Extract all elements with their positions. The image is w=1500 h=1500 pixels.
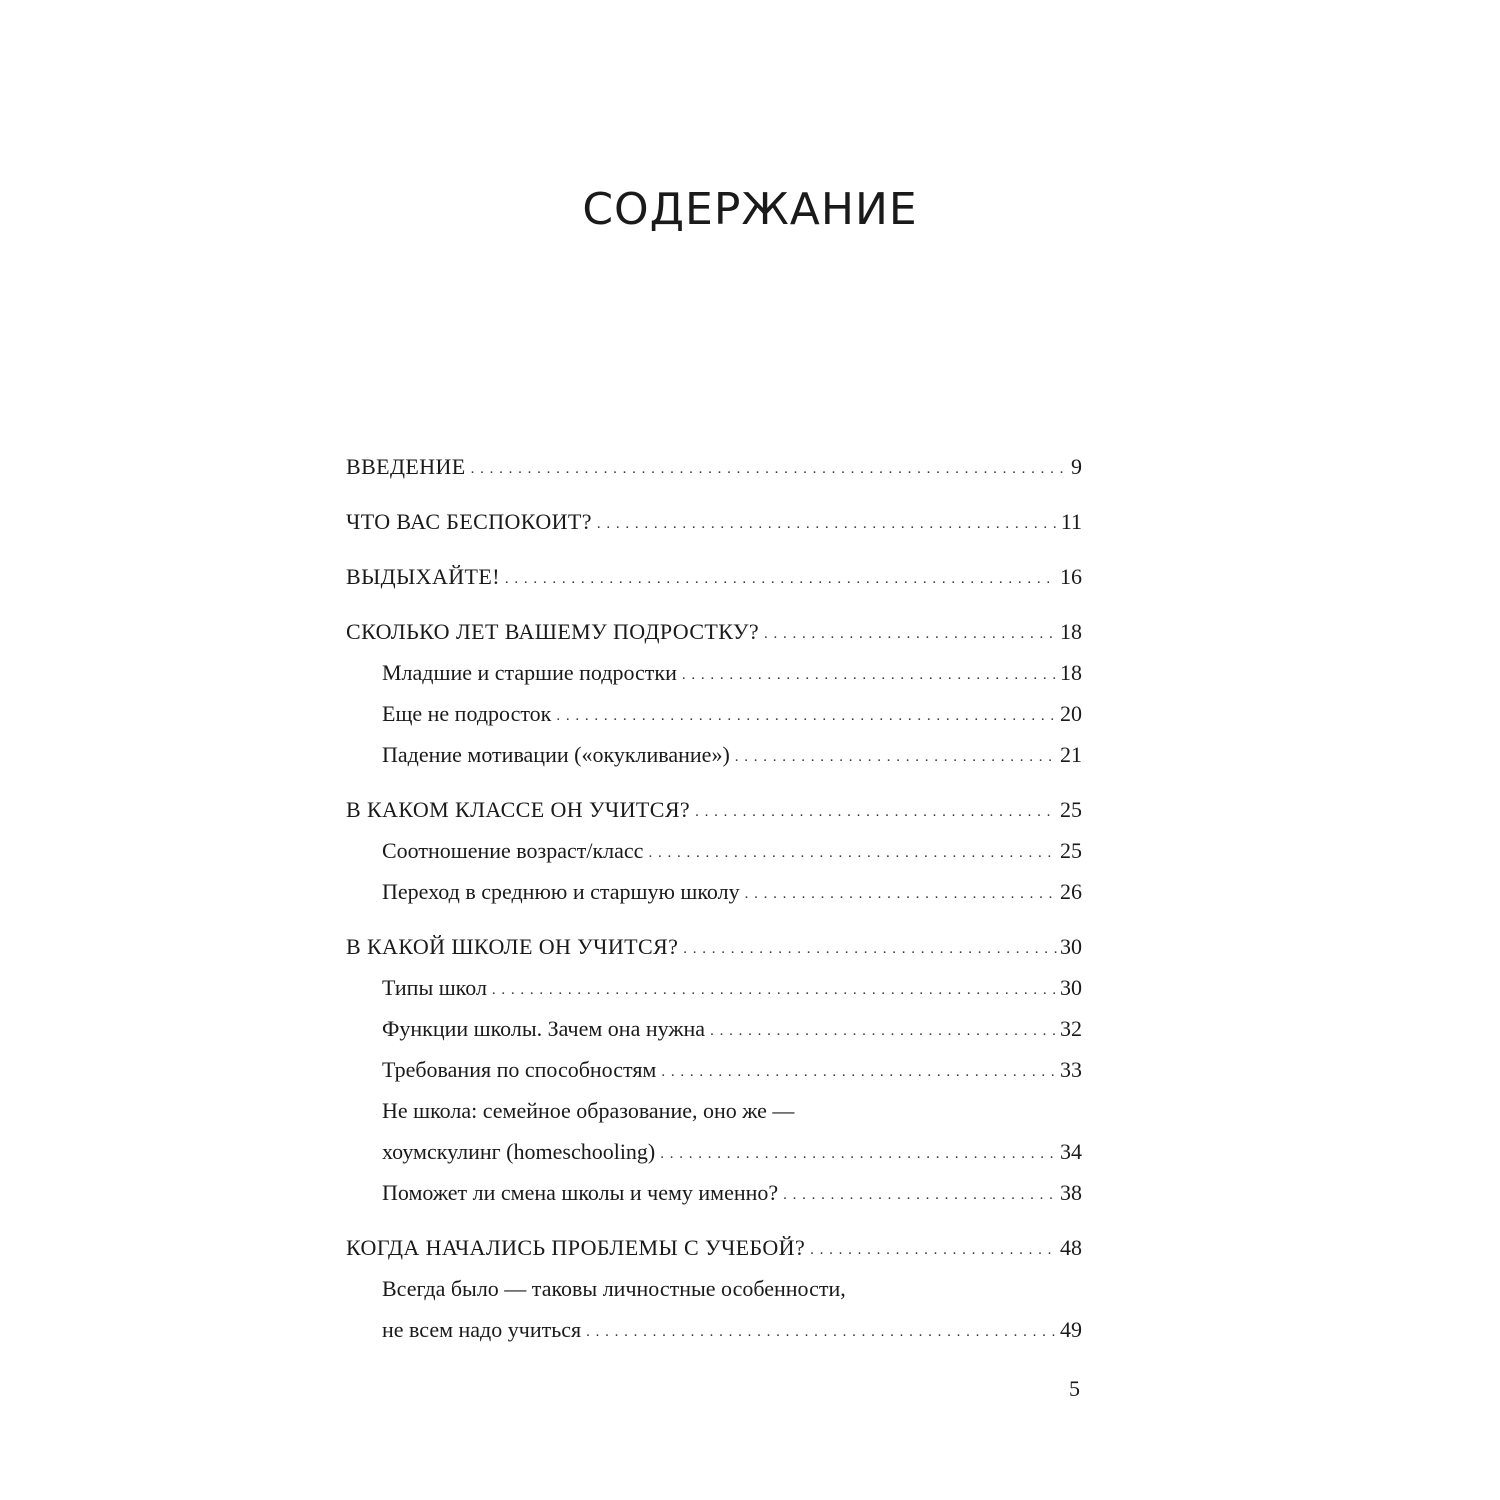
- dot-leader: [810, 1238, 1057, 1262]
- toc-entry-page: 18: [1060, 660, 1082, 685]
- toc-entry-page: 20: [1060, 701, 1082, 726]
- dot-leader: [661, 1060, 1057, 1084]
- toc-entry-page: 34: [1060, 1139, 1082, 1164]
- toc-entry-label: не всем надо учиться: [382, 1317, 582, 1342]
- toc-subentry[interactable]: [346, 699, 1082, 728]
- dot-leader: [695, 800, 1057, 824]
- toc-entry-label: Падение мотивации («окукливание»): [382, 742, 730, 767]
- toc-subentry[interactable]: [346, 1274, 1082, 1344]
- toc-entry-page: 30: [1060, 975, 1082, 1000]
- toc-entry-exhale[interactable]: [346, 562, 1082, 591]
- toc-entry-label: хоумскулинг (homeschooling): [382, 1139, 656, 1164]
- toc-entry-label: Требования по способностям: [382, 1057, 657, 1082]
- toc-subentry[interactable]: [346, 740, 1082, 769]
- dot-leader: [683, 937, 1057, 961]
- toc-entry-page: 30: [1060, 934, 1082, 959]
- toc-subentry[interactable]: [346, 1055, 1082, 1084]
- dot-leader: [745, 882, 1057, 906]
- toc-entry-label: СКОЛЬКО ЛЕТ ВАШЕМУ ПОДРОСТКУ?: [346, 619, 760, 644]
- toc-entry-page: 49: [1060, 1317, 1082, 1342]
- toc-entry-continuation: [382, 1137, 1082, 1166]
- toc-entry-page: 18: [1060, 619, 1082, 644]
- toc-entry-label: Переход в среднюю и старшую школу: [382, 879, 740, 904]
- dot-leader: [597, 512, 1058, 536]
- toc-entry-page: 11: [1060, 509, 1082, 534]
- toc-subentry[interactable]: [346, 1014, 1082, 1043]
- toc-entry-page: 38: [1060, 1180, 1082, 1205]
- toc-entry-label: Еще не подросток: [382, 701, 552, 726]
- toc-entry-label: В КАКОМ КЛАССЕ ОН УЧИТСЯ?: [346, 797, 691, 822]
- page-number: 5: [1069, 1376, 1080, 1401]
- dot-leader: [471, 457, 1068, 481]
- dot-leader: [505, 567, 1057, 591]
- dot-leader: [764, 622, 1057, 646]
- toc-subentry[interactable]: [346, 1096, 1082, 1166]
- page-title: СОДЕРЖАНИЕ: [582, 184, 918, 235]
- toc-subentry[interactable]: [346, 658, 1082, 687]
- dot-leader: [735, 745, 1057, 769]
- toc-subentry[interactable]: [346, 1178, 1082, 1207]
- toc-subentry[interactable]: [346, 836, 1082, 865]
- toc-subentry[interactable]: [346, 973, 1082, 1002]
- toc-entry-page: 25: [1060, 797, 1082, 822]
- toc-entry-page: 26: [1060, 879, 1082, 904]
- toc-entry-which-school[interactable]: [346, 932, 1082, 961]
- toc-entry-page: 32: [1060, 1016, 1082, 1041]
- toc-entry-which-grade[interactable]: [346, 795, 1082, 824]
- toc-entry-teen-age[interactable]: [346, 617, 1082, 646]
- toc-entry-page: 9: [1071, 454, 1082, 479]
- toc-entry-page: 16: [1060, 564, 1082, 589]
- toc-entry-label: Не школа: семейное образование, оно же —: [382, 1098, 795, 1123]
- toc-entry-label: Поможет ли смена школы и чему именно?: [382, 1180, 779, 1205]
- dot-leader: [682, 663, 1057, 687]
- dot-leader: [492, 978, 1057, 1002]
- toc-entry-label: ЧТО ВАС БЕСПОКОИТ?: [346, 509, 592, 534]
- dot-leader: [648, 841, 1057, 865]
- toc-entry-label: Функции школы. Зачем она нужна: [382, 1016, 706, 1041]
- toc-entry-introduction[interactable]: [346, 452, 1082, 481]
- toc-entry-page: 21: [1060, 742, 1082, 767]
- table-of-contents: [346, 452, 1082, 1344]
- toc-entry-label: В КАКОЙ ШКОЛЕ ОН УЧИТСЯ?: [346, 934, 679, 959]
- toc-entry-label: Типы школ: [382, 975, 487, 1000]
- toc-entry-page: 25: [1060, 838, 1082, 863]
- toc-entry-label: ВВЕДЕНИЕ: [346, 454, 466, 479]
- toc-entry-continuation: [382, 1315, 1082, 1344]
- toc-subentry[interactable]: [346, 877, 1082, 906]
- toc-entry-label: КОГДА НАЧАЛИСЬ ПРОБЛЕМЫ С УЧЕБОЙ?: [346, 1235, 806, 1260]
- toc-entry-label: Соотношение возраст/класс: [382, 838, 644, 863]
- dot-leader: [783, 1183, 1057, 1207]
- toc-entry-what-worries-you[interactable]: [346, 507, 1082, 536]
- dot-leader: [556, 704, 1057, 728]
- dot-leader: [660, 1142, 1057, 1166]
- dot-leader: [710, 1019, 1057, 1043]
- toc-entry-label: ВЫДЫХАЙТЕ!: [346, 564, 500, 589]
- dot-leader: [586, 1320, 1057, 1344]
- toc-entry-label: Младшие и старшие подростки: [382, 660, 677, 685]
- toc-entry-page: 48: [1060, 1235, 1082, 1260]
- toc-entry-label: Всегда было — таковы личностные особенности,: [382, 1276, 846, 1301]
- toc-entry-page: 33: [1060, 1057, 1082, 1082]
- toc-entry-when-problems-started[interactable]: [346, 1233, 1082, 1262]
